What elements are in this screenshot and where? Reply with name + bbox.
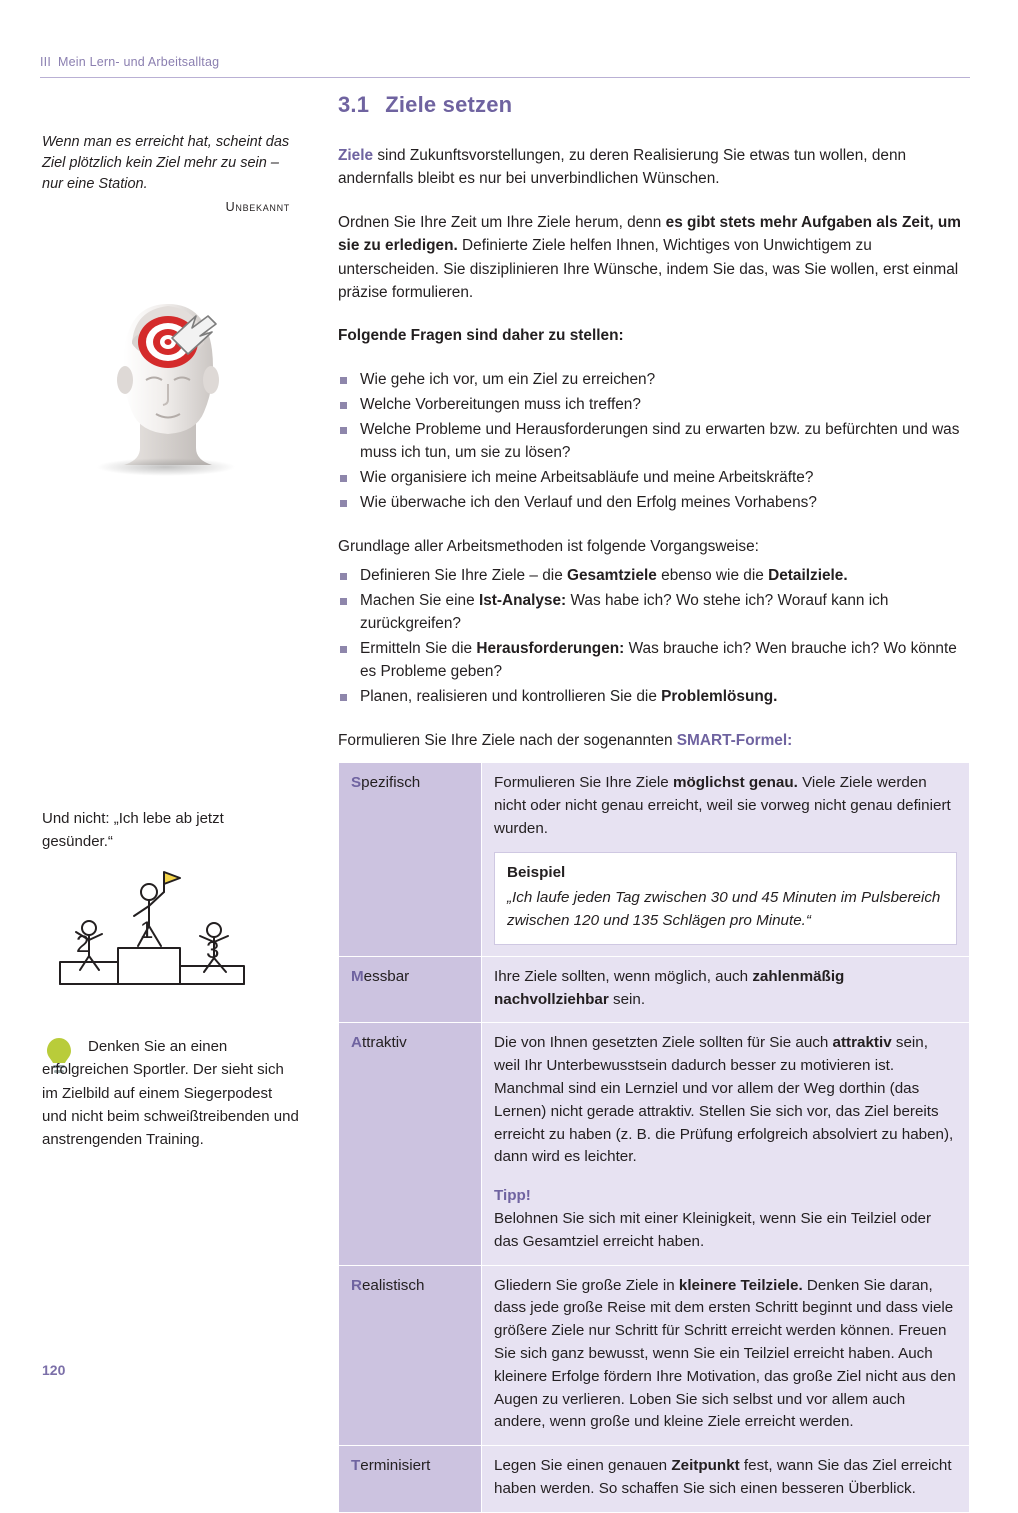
- cell-text-a: Formulieren Sie Ihre Ziele: [494, 773, 673, 791]
- questions-list: [338, 368, 970, 515]
- cell-text-bold: Zeitpunkt: [671, 1457, 740, 1475]
- example-heading: Beispiel: [507, 864, 566, 882]
- example-box: [494, 852, 957, 944]
- podium-illustration: [48, 866, 278, 1016]
- head-target-svg: [88, 272, 248, 487]
- list-item: [338, 637, 970, 683]
- margin-note-negative-example: [42, 808, 294, 853]
- running-head: [40, 55, 640, 69]
- cell-text-c: sein, weil Ihr Unterbewusstsein dadurch besser zu motivieren ist. Manchmal sind ein Lernziel und vor allem der Weg dorthin (das Lernen) nicht gerade attraktiv. Stellen Sie sich vor, das Ziel bereits erreicht zu haben (z. B. die Prüfung erfolgreich absolviert zu haben), dann wird es leichter.: [494, 1034, 954, 1166]
- list-item: Wie gehe ich vor, um ein Ziel zu erreichen?: [338, 368, 970, 391]
- smart-key-initial: S: [351, 773, 362, 791]
- list-item-a: Ermitteln Sie die: [360, 640, 477, 658]
- cell-text-a: Gliedern Sie große Ziele in: [494, 1276, 679, 1294]
- smart-key-initial: A: [351, 1034, 362, 1052]
- list-item-d: Detailziele.: [768, 566, 848, 584]
- page-title: [338, 92, 970, 118]
- head-with-target-illustration: [88, 272, 248, 487]
- list-item-c: Was habe ich? Wo stehe ich? Worauf kann ich zurückgreifen?: [360, 592, 889, 633]
- paragraph-time-goals-a: Ordnen Sie Ihre Zeit um Ihre Ziele herum, denn: [338, 213, 666, 231]
- smart-lead: [338, 729, 970, 752]
- table-cell-key: [339, 1265, 482, 1446]
- running-head-number: III: [40, 55, 52, 69]
- margin-quote: Wenn man es erreicht hat, scheint das Ziel plötzlich kein Ziel mehr zu sein – nur eine Station.: [42, 134, 290, 193]
- cell-text-a: Legen Sie einen genauen: [494, 1457, 672, 1475]
- table-cell-value: [482, 956, 970, 1023]
- table-row: [339, 762, 970, 956]
- table-cell-value: [482, 1265, 970, 1446]
- section-title: Ziele setzen: [385, 92, 513, 117]
- basics-lead: Grundlage aller Arbeitsmethoden ist folgende Vorgangsweise:: [338, 537, 759, 555]
- list-item-c: Was brauche ich? Wen brauche ich? Wo könnte es Probleme geben?: [360, 640, 957, 681]
- section-number: 3.1: [338, 92, 370, 117]
- table-cell-key: [339, 1023, 482, 1265]
- table-row: [339, 956, 970, 1023]
- tip-text: Belohnen Sie sich mit einer Kleinigkeit, wenn Sie ein Teilziel oder das Gesamtziel erreicht haben.: [494, 1209, 932, 1250]
- paragraph-time-goals: [338, 211, 970, 305]
- list-item-b: Problemlösung.: [661, 688, 778, 706]
- smart-key-rest: ttraktiv: [361, 1034, 407, 1052]
- cell-text-c: Viele Ziele werden nicht oder nicht genau erreicht, weil sie vorweg nicht genau definiert wurden.: [494, 773, 951, 837]
- page-number: 120: [42, 1362, 66, 1378]
- header-divider: [40, 77, 970, 78]
- cell-text-c: sein.: [608, 990, 646, 1008]
- main-content: [338, 92, 970, 1513]
- table-cell-value: [482, 1023, 970, 1265]
- table-cell-key: [339, 956, 482, 1023]
- podium-number-2: 2: [76, 931, 90, 958]
- cell-text-a: Die von Ihnen gesetzten Ziele sollten für Sie auch: [494, 1034, 833, 1052]
- basics-list: [338, 564, 970, 709]
- margin-tip-text: Denken Sie an einen erfolgreichen Sportler. Der sieht sich im Zielbild auf einem Siegerpodest und nicht beim schweißtreibenden und anstrengenden Training.: [42, 1038, 299, 1148]
- list-item: Welche Probleme und Herausforderungen sind zu erwarten bzw. zu befürchten und was muss ich tun, um sie zu lösen?: [338, 418, 970, 464]
- illustration-shadow: [96, 458, 236, 476]
- list-item: [338, 685, 970, 708]
- list-item-b: Gesamtziele: [567, 566, 657, 584]
- cell-text-bold: attraktiv: [832, 1034, 892, 1052]
- cell-text-bold: möglichst genau.: [672, 773, 798, 791]
- paragraph-time-goals-c: Definierte Ziele helfen Ihnen, Wichtiges von Unwichtigem zu unterscheiden. Sie disziplinieren Ihre Wünsche, indem Sie das, was Sie wollen, erst einmal präzise formulieren.: [338, 237, 959, 302]
- smart-key-initial: T: [351, 1457, 361, 1475]
- smart-lead-keyword: SMART-Formel:: [676, 731, 793, 749]
- table-row: [339, 1265, 970, 1446]
- smart-key-rest: erminisiert: [360, 1457, 431, 1475]
- cell-text-c: Denken Sie daran, dass jede große Reise mit dem ersten Schritt beginnt und dass viele größere Ziele nur Schritt für Schritt erreicht werden können. Freuen Sie sich ganz bewusst, wenn Sie ein Teilziel erreicht haben. Auch kleinere Erfolge fördern Ihre Motivation, das große Ziel nicht aus den Augen zu verlieren. Loben Sie sich selbst und vor allem auch andere, wenn große und kleine Ziele erreicht werden.: [494, 1276, 956, 1431]
- list-item-a: Planen, realisieren und kontrollieren Sie die: [360, 688, 662, 706]
- list-item-b: Ist-Analyse:: [478, 592, 567, 610]
- table-cell-key: [339, 762, 482, 956]
- smart-table: [338, 762, 970, 1513]
- paragraph-time-goals-bold: es gibt stets mehr Aufgaben als Zeit, um sie zu erledigen.: [338, 213, 961, 255]
- keyword-ziele: Ziele: [338, 147, 374, 164]
- smart-key-rest: essbar: [363, 967, 410, 985]
- podium-svg: [48, 866, 278, 1016]
- smart-key-initial: M: [351, 967, 364, 985]
- questions-lead: Folgende Fragen sind daher zu stellen:: [338, 327, 624, 345]
- list-item-c: ebenso wie die: [656, 566, 769, 584]
- smart-lead-a: Formulieren Sie Ihre Ziele nach der sogenannten: [338, 731, 677, 749]
- table-cell-key: [339, 1446, 482, 1513]
- list-item-b: Herausforderungen:: [476, 640, 625, 658]
- cell-text-c: fest, wann Sie das Ziel erreicht haben werden. So schaffen Sie sich einen besseren Überblick.: [494, 1457, 952, 1497]
- table-row: [339, 1446, 970, 1513]
- example-text: „Ich laufe jeden Tag zwischen 30 und 45 Minuten im Pulsbereich zwischen 120 und 135 Schlägen pro Minute.“: [507, 889, 941, 929]
- smart-key-rest: pezifisch: [361, 773, 421, 791]
- cell-text-bold: kleinere Teilziele.: [678, 1276, 803, 1294]
- list-item: Wie organisiere ich meine Arbeitsabläufe und meine Arbeitskräfte?: [338, 466, 970, 489]
- margin-note-negative-text: Und nicht: „Ich lebe ab jetzt gesünder.“: [42, 810, 224, 850]
- table-cell-value: [482, 1446, 970, 1513]
- list-item: [338, 589, 970, 635]
- paragraph-intro-rest: sind Zukunftsvorstellungen, zu deren Realisierung Sie etwas tun wollen, denn andernfalls bleibt es nur bei unverbindlichen Wünschen.: [338, 147, 907, 188]
- list-item: Welche Vorbereitungen muss ich treffen?: [338, 393, 970, 416]
- list-item: Wie überwache ich den Verlauf und den Erfolg meines Vorhabens?: [338, 491, 970, 514]
- table-row: [339, 1023, 970, 1265]
- list-item: [338, 564, 970, 587]
- podium-number-3: 3: [206, 937, 220, 964]
- smart-key-rest: ealistisch: [361, 1276, 425, 1294]
- tip-heading: Tipp!: [494, 1187, 531, 1205]
- cell-text-a: Ihre Ziele sollten, wenn möglich, auch: [494, 967, 753, 985]
- running-head-text: Mein Lern- und Arbeitsalltag: [58, 55, 220, 69]
- list-item-a: Machen Sie eine: [360, 592, 479, 610]
- table-cell-value: [482, 762, 970, 956]
- paragraph-intro: [338, 144, 970, 191]
- list-item-a: Definieren Sie Ihre Ziele – die: [360, 566, 568, 584]
- podium-number-1: 1: [140, 917, 154, 944]
- smart-key-initial: R: [351, 1276, 362, 1294]
- margin-quote-source: Unbekannt: [225, 200, 290, 214]
- cell-text-bold: zahlenmäßig nachvollziehbar: [494, 967, 845, 1008]
- margin-tip-note: [42, 1035, 300, 1151]
